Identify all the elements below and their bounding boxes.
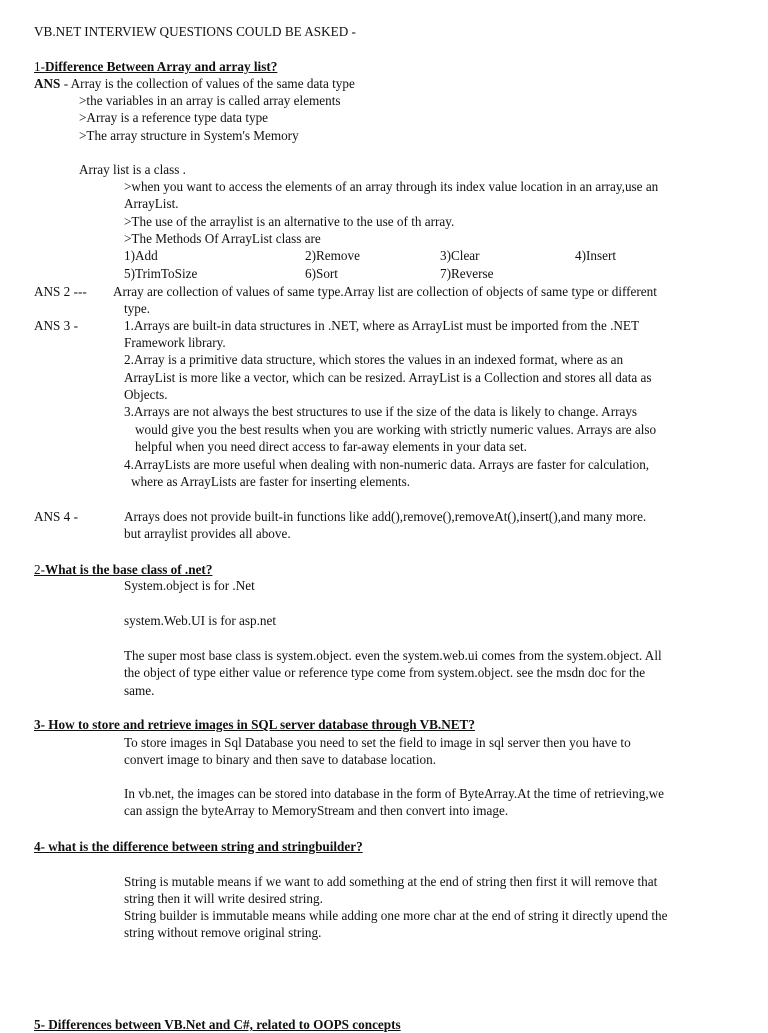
method-item: 5)TrimToSize bbox=[124, 266, 198, 281]
answer-4-line-a: Arrays does not provide built-in functions like add(),remove(),removeAt(),insert(),and many more. bbox=[124, 509, 647, 524]
method-item: 6)Sort bbox=[305, 266, 338, 281]
method-item: 3)Clear bbox=[440, 248, 480, 263]
array-bullet-3: >The array structure in System's Memory bbox=[79, 128, 299, 143]
answer-3-line: 2.Array is a primitive data structure, which stores the values in an indexed format, where as an bbox=[124, 352, 624, 367]
array-bullet-1: >the variables in an array is called array elements bbox=[79, 93, 341, 108]
answer-text: convert image to binary and then save to database location. bbox=[124, 752, 436, 767]
answer-text: string without remove original string. bbox=[124, 925, 322, 940]
answer-text: same. bbox=[124, 683, 155, 698]
answer-1-line bbox=[34, 75, 355, 92]
question-1-title: Difference Between Array and array list? bbox=[45, 59, 278, 74]
arraylist-intro: Array list is a class . bbox=[79, 162, 186, 177]
answer-3-line: 3.Arrays are not always the best structures to use if the size of the data is likely to change. Arrays bbox=[124, 404, 638, 419]
answer-text: The super most base class is system.object. even the system.web.ui comes from the system.object. All bbox=[124, 648, 662, 663]
answer-text: String is mutable means if we want to add something at the end of string then first it will remove that bbox=[124, 874, 658, 889]
answer-text: In vb.net, the images can be stored into database in the form of ByteArray.At the time of retrieving,we bbox=[124, 786, 665, 801]
answer-3-line: helpful when you need direct access to far-away elements in your data set. bbox=[135, 439, 527, 454]
question-4-heading: 4- what is the difference between string and stringbuilder? bbox=[34, 839, 363, 854]
arraylist-bullet-1b: ArrayList. bbox=[124, 196, 179, 211]
answer-text: String builder is immutable means while adding one more char at the end of string it directly upend the bbox=[124, 908, 668, 923]
answer-2-label: ANS 2 --- bbox=[34, 284, 87, 299]
document-title: VB.NET INTERVIEW QUESTIONS COULD BE ASKED - bbox=[34, 24, 356, 39]
method-item: 7)Reverse bbox=[440, 266, 494, 281]
method-item: 1)Add bbox=[124, 248, 158, 263]
answer-3-line: where as ArrayLists are faster for inserting elements. bbox=[131, 474, 411, 489]
question-3-heading: 3- How to store and retrieve images in SQL server database through VB.NET? bbox=[34, 717, 475, 732]
answer-3-line: 1.Arrays are built-in data structures in .NET, where as ArrayList must be imported from the .NET bbox=[124, 318, 640, 333]
answer-2-line-a: Array are collection of values of same type.Array list are collection of objects of same type or different bbox=[113, 284, 657, 299]
answer-label: ANS bbox=[34, 76, 61, 91]
answer-3-line: Framework library. bbox=[124, 335, 226, 350]
answer-3-label: ANS 3 - bbox=[34, 318, 78, 333]
answer-2-line-b: type. bbox=[124, 301, 151, 316]
question-2-title: What is the base class of .net? bbox=[45, 562, 213, 577]
answer-text: system.Web.UI is for asp.net bbox=[124, 613, 277, 628]
method-item: 2)Remove bbox=[305, 248, 360, 263]
question-1-number: 1- bbox=[34, 59, 45, 74]
question-2-heading bbox=[34, 561, 212, 578]
answer-3-line: Objects. bbox=[124, 387, 168, 402]
answer-3-line: ArrayList is more like a vector, which can be resized. ArrayList is a Collection and stores all data as bbox=[124, 370, 652, 385]
answer-text: can assign the byteArray to MemoryStream and then convert into image. bbox=[124, 803, 509, 818]
answer-3-line: would give you the best results when you are working with strictly numeric values. Arrays are also bbox=[135, 422, 657, 437]
question-5-heading: 5- Differences between VB.Net and C#, related to OOPS concepts bbox=[34, 1017, 401, 1032]
array-bullet-2: >Array is a reference type data type bbox=[79, 110, 269, 125]
arraylist-bullet-2: >The use of the arraylist is an alternative to the use of th array. bbox=[124, 214, 455, 229]
question-1-heading bbox=[34, 58, 277, 75]
method-item: 4)Insert bbox=[575, 248, 617, 263]
answer-1-text: - Array is the collection of values of the same data type bbox=[60, 76, 355, 91]
answer-text: string then it will write desired string. bbox=[124, 891, 323, 906]
arraylist-bullet-1a: >when you want to access the elements of an array through its index value location in an array,use an bbox=[124, 179, 659, 194]
answer-text: System.object is for .Net bbox=[124, 578, 255, 593]
answer-4-line-b: but arraylist provides all above. bbox=[124, 526, 291, 541]
arraylist-bullet-3: >The Methods Of ArrayList class are bbox=[124, 231, 321, 246]
answer-text: To store images in Sql Database you need to set the field to image in sql server then you have to bbox=[124, 735, 631, 750]
answer-text: the object of type either value or reference type come from system.object. see the msdn doc for the bbox=[124, 665, 646, 680]
answer-3-line: 4.ArrayLists are more useful when dealing with non-numeric data. Arrays are faster for calculation, bbox=[124, 457, 650, 472]
question-2-number: 2- bbox=[34, 562, 45, 577]
answer-4-label: ANS 4 - bbox=[34, 509, 78, 524]
